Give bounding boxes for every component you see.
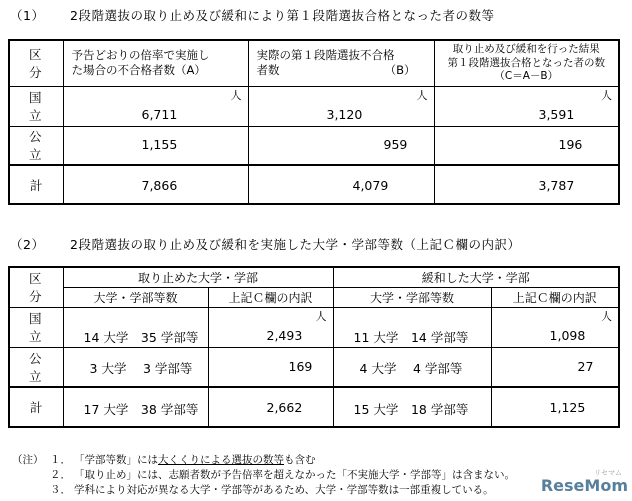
value: 169 [288,358,313,374]
table-row [9,86,619,126]
note-text: 「学部等数」には [74,454,158,466]
cell-count-stopped [63,347,208,387]
value: 7,866 [141,178,178,193]
note-item [12,468,515,483]
row-label: 公立 [9,347,63,387]
note-underlined: 大くくりによる選抜の数等 [158,454,284,466]
value: 3,591 [538,106,575,122]
value: 959 [383,136,408,152]
note-index: １． [50,454,71,466]
unit-label: 人 [601,88,612,102]
header-group-relaxed: 緩和した大学・学部 [333,267,619,287]
cell-c [434,86,619,126]
cell-count-stopped [63,307,208,347]
row-label: 計 [9,165,63,204]
cell-b [248,165,434,204]
notes [12,453,515,498]
cell-b [248,86,434,126]
table-row [9,165,619,204]
header-col-b-line2: 者数 （B） [256,63,416,78]
header-count-stopped: 大学・学部等数 [63,287,208,307]
cell-a [63,86,248,126]
section2-title [10,235,520,253]
header-col-b-letter: （B） [384,63,416,78]
logo-subtext: リセマム [594,469,622,477]
value: 27 [577,358,594,374]
unit-label: 人 [315,309,327,323]
header-col-c-line1: 取り止め及び緩和を行った結果 [452,43,600,55]
header-breakdown-relaxed: 上記Ｃ欄の内訳 [491,287,619,307]
header-col-a-line2: た場合の不合格者数（A） [71,63,206,78]
cell-count-relaxed [333,387,491,427]
section2-number: （2） [10,237,45,252]
count-text: 14 大学 35 学部等 [83,329,199,345]
table-row [9,387,619,427]
table-row [9,126,619,165]
cell-c [434,165,619,204]
cell-count-relaxed [333,307,491,347]
row-label: 計 [9,387,63,427]
note-index: ３． [50,484,71,496]
header-col-b-line1: 実際の第１段階選抜不合格 [256,48,395,63]
value: 4,079 [352,178,389,193]
header-col-b [248,40,434,86]
header-col-c [434,40,619,86]
note-text-end: も含む [284,454,316,466]
cell-breakdown-stopped [208,307,333,347]
header-kubun: 区分 [9,40,63,86]
header-kubun: 区分 [9,267,63,307]
header-col-c-line2: 第１段階選抜合格となった者の数 [447,56,605,69]
header-col-a [63,40,248,86]
count-text: 3 大学 3 学部等 [89,360,193,376]
table-row [9,307,619,347]
cell-b [248,126,434,165]
section2-heading: 2段階選抜の取り止め及び緩和を実施した大学・学部等数（上記Ｃ欄の内訳） [70,237,521,252]
cell-breakdown-stopped [208,347,333,387]
cell-a [63,126,248,165]
count-text: 11 大学 14 学部等 [353,329,469,345]
header-count-relaxed: 大学・学部等数 [333,287,491,307]
cell-count-stopped [63,387,208,427]
cell-breakdown-stopped [208,387,333,427]
value: 196 [558,136,583,152]
notes-label: （注） [12,454,44,466]
unit-label: 人 [416,88,428,102]
section1-number: （1） [10,8,45,23]
cell-count-relaxed [333,347,491,387]
value: 2,662 [266,400,303,415]
row-label: 公立 [9,126,63,165]
note-item [12,483,515,498]
note-item [12,453,515,468]
row-label: 国立 [9,86,63,126]
table-row [9,347,619,387]
count-text: 15 大学 18 学部等 [353,402,469,417]
section1-title [10,6,494,24]
value: 1,155 [141,136,178,152]
value: 3,787 [538,178,575,193]
note-text: 「取り止め」には、志願者数が予告倍率を超えなかった「不実施大学・学部等」は含まない。 [74,469,515,481]
value: 2,493 [266,327,303,343]
note-index: ２． [50,469,71,481]
table-first-stage [8,39,620,205]
note-text: 学科により対応が異なる大学・学部等があるため、大学・学部等数は一部重複している。 [74,484,494,496]
cell-a [63,165,248,204]
table-universities [8,266,620,428]
value: 1,125 [549,400,586,415]
cell-breakdown-relaxed [491,307,619,347]
section1-heading: 2段階選抜の取り止め及び緩和により第１段階選抜合格となった者の数等 [70,8,495,23]
count-text: 4 大学 4 学部等 [359,360,463,376]
header-col-a-line1: 予告どおりの倍率で実施し [71,48,210,63]
header-group-stopped: 取り止めた大学・学部 [63,267,333,287]
count-text: 17 大学 38 学部等 [83,402,199,417]
cell-breakdown-relaxed [491,387,619,427]
value: 6,711 [141,106,178,122]
logo-text: ReseMom [540,476,628,495]
unit-label: 人 [230,88,242,102]
cell-c [434,126,619,165]
value: 1,098 [549,327,586,343]
value: 3,120 [326,106,363,122]
header-col-c-line3: （C＝A－B） [494,70,559,82]
header-breakdown-stopped: 上記Ｃ欄の内訳 [208,287,333,307]
resemom-logo [540,469,628,495]
unit-label: 人 [601,309,613,323]
row-label: 国立 [9,307,63,347]
cell-breakdown-relaxed [491,347,619,387]
